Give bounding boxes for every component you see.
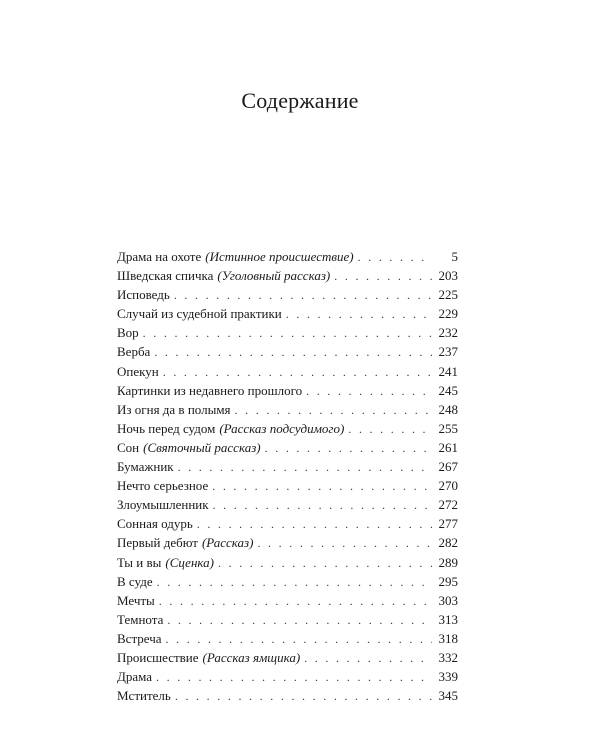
toc-entry-title: Картинки из недавнего прошлого (117, 382, 303, 398)
toc-entry-page: 282 (438, 535, 458, 551)
toc-entry[interactable] (117, 610, 458, 629)
toc-entry[interactable] (117, 362, 458, 381)
toc-entry-title: Из огня да в полымя (117, 401, 231, 417)
toc-entry-page: 5 (451, 249, 458, 264)
toc-entry-title: Вор (117, 325, 139, 341)
toc-entry[interactable] (117, 438, 458, 457)
toc-entry[interactable] (117, 514, 458, 533)
dot-leader (334, 267, 432, 286)
dot-leader (265, 439, 432, 458)
toc-entry[interactable] (117, 648, 458, 667)
dot-leader (235, 401, 432, 420)
toc-entry-title: Ночь перед судом (117, 420, 216, 436)
dot-leader (213, 496, 432, 515)
toc-entry-page: 203 (438, 268, 458, 284)
toc-entry-page: 225 (438, 287, 458, 303)
toc-entry[interactable] (117, 342, 458, 361)
toc-entry-title: Опекун (117, 363, 159, 379)
toc-entry[interactable] (117, 304, 458, 323)
toc-entry-title: Первый дебют (117, 535, 198, 551)
toc-entry-title: В суде (117, 573, 153, 589)
dot-leader (157, 573, 432, 592)
toc-entry-title: Происшествие (117, 649, 199, 665)
toc-entry-page: 237 (438, 344, 458, 360)
toc-entry-title: Бумажник (117, 459, 174, 475)
toc-entry[interactable] (117, 381, 458, 400)
toc-entry[interactable] (117, 533, 458, 552)
toc-entry[interactable] (117, 572, 458, 591)
dot-leader (257, 534, 432, 553)
toc-entry-title: Сонная одурь (117, 516, 193, 532)
toc-entry-page: 303 (438, 592, 458, 608)
toc-entry-subtitle: (Святочный рассказ) (143, 439, 261, 455)
toc-entry-title: Злоумышленник (117, 497, 209, 513)
toc-entry-page: 289 (438, 554, 458, 570)
toc-entry-page: 332 (438, 649, 458, 665)
toc-entry-title: Ты и вы (117, 554, 162, 570)
toc-entry-title: Сон (117, 439, 140, 455)
dot-leader (178, 458, 432, 477)
toc-entry-page: 245 (438, 382, 458, 398)
dot-leader (156, 668, 432, 687)
toc-entry-subtitle: (Истинное происшествие) (205, 249, 354, 264)
toc-entry[interactable] (117, 247, 458, 266)
toc-entry-subtitle: (Рассказ подсудимого) (219, 420, 345, 436)
dot-leader (167, 611, 432, 630)
toc-entry[interactable] (117, 591, 458, 610)
toc-entry-page: 261 (438, 439, 458, 455)
toc-entry[interactable] (117, 667, 458, 686)
toc-entry[interactable] (117, 629, 458, 648)
toc-entry-page: 229 (438, 306, 458, 322)
dot-leader (159, 592, 432, 611)
toc-entry[interactable] (117, 686, 458, 705)
toc-entry[interactable] (117, 419, 458, 438)
toc-entry-title: Драма на охоте (117, 249, 202, 264)
toc-entry-title: Шведская спичка (117, 268, 214, 284)
dot-leader (197, 515, 432, 534)
toc-entry-page: 339 (438, 669, 458, 685)
dot-leader (358, 248, 432, 267)
toc-entry-title: Мститель (117, 688, 171, 704)
dot-leader (174, 286, 432, 305)
dot-leader (348, 420, 432, 439)
toc-entry-title: Драма (117, 669, 153, 685)
toc-entry-title: Встреча (117, 630, 162, 646)
toc-entry[interactable] (117, 266, 458, 285)
toc-entry-page: 345 (438, 688, 458, 704)
page-title: Содержание (241, 88, 359, 113)
table-of-contents (117, 247, 458, 705)
toc-entry-subtitle: (Рассказ ямщика) (202, 649, 301, 665)
dot-leader (286, 305, 432, 324)
toc-entry[interactable] (117, 400, 458, 419)
toc-entry[interactable] (117, 285, 458, 304)
toc-entry-page: 295 (438, 573, 458, 589)
toc-entry-subtitle: (Сценка) (165, 554, 214, 570)
toc-entry-subtitle: (Рассказ) (201, 535, 254, 551)
toc-entry-title: Темнота (117, 611, 164, 627)
toc-entry-page: 248 (438, 401, 458, 417)
toc-entry[interactable] (117, 495, 458, 514)
toc-entry-title: Мечты (117, 592, 155, 608)
toc-entry-page: 255 (438, 420, 458, 436)
dot-leader (166, 630, 432, 649)
dot-leader (306, 382, 432, 401)
dot-leader (304, 649, 432, 668)
dot-leader (143, 324, 432, 343)
toc-entry-page: 272 (438, 497, 458, 513)
toc-entry[interactable] (117, 553, 458, 572)
toc-entry-page: 232 (438, 325, 458, 341)
toc-entry-title: Случай из судебной практики (117, 306, 282, 322)
dot-leader (163, 363, 432, 382)
toc-entry-page: 277 (438, 516, 458, 532)
toc-entry-title: Исповедь (117, 287, 170, 303)
dot-leader (218, 554, 432, 573)
toc-entry-page: 270 (438, 478, 458, 494)
dot-leader (212, 477, 432, 496)
toc-entry[interactable] (117, 457, 458, 476)
toc-entry-subtitle: (Уголовный рассказ) (217, 268, 331, 284)
toc-entry[interactable] (117, 476, 458, 495)
toc-entry-page: 241 (438, 363, 458, 379)
dot-leader (175, 687, 432, 706)
toc-entry-title: Верба (117, 344, 151, 360)
toc-entry-page: 318 (438, 630, 458, 646)
toc-entry-page: 267 (438, 459, 458, 475)
toc-entry[interactable] (117, 323, 458, 342)
toc-entry-title: Нечто серьезное (117, 478, 209, 494)
toc-entry-page: 313 (438, 611, 458, 627)
dot-leader (154, 343, 432, 362)
